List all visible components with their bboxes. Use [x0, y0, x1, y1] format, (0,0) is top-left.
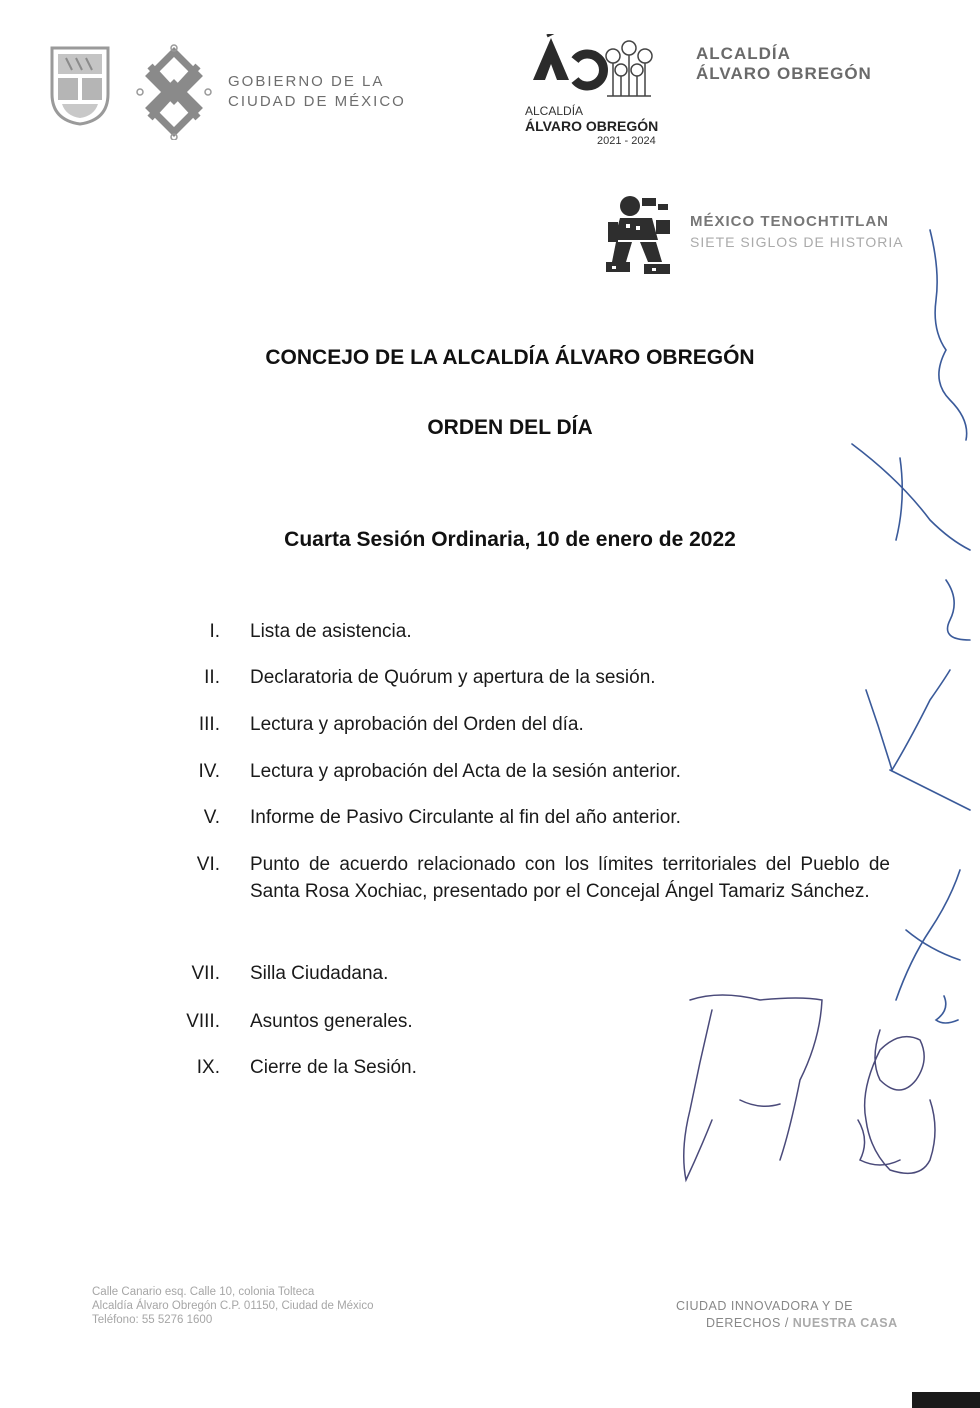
- gov-line-1: GOBIERNO DE LA: [228, 73, 385, 90]
- agenda-number: VI.: [196, 854, 220, 875]
- agenda-text: Punto de acuerdo relacionado con los límites territoriales del Pueblo de Santa Rosa Xochiac, presentado por el Concejal Ángel Tamariz Sánchez.: [250, 854, 890, 902]
- ao-caption-line-1: ALCALDÍA: [525, 104, 584, 118]
- agenda-text: Cierre de la Sesión.: [250, 1057, 417, 1078]
- address-line-1: Calle Canario esq. Calle 10, colonia Tolteca: [92, 1286, 315, 1298]
- agenda-text: Lectura y aprobación del Acta de la sesión anterior.: [250, 761, 681, 782]
- session-heading: Cuarta Sesión Ordinaria, 10 de enero de 2022: [284, 528, 736, 551]
- alcaldia-name-right: [696, 44, 872, 84]
- scan-corner-mark: [912, 1392, 980, 1408]
- gov-line-2: CIUDAD DE MÉXICO: [228, 93, 406, 110]
- agenda-number: VIII.: [186, 1011, 220, 1032]
- cdmx-shield-icon: [48, 44, 112, 126]
- gobierno-cdmx-text: [228, 72, 406, 112]
- cdmx-knot-icon: [136, 44, 212, 140]
- agenda-number: I.: [209, 621, 220, 642]
- tenochtitlan-text: [690, 212, 904, 252]
- tenoch-line-1: MÉXICO TENOCHTITLAN: [690, 213, 889, 230]
- tenoch-line-2: SIETE SIGLOS DE HISTORIA: [690, 234, 904, 250]
- alcaldia-flowers-logo-icon: [525, 34, 665, 114]
- agenda-number: V.: [203, 807, 220, 828]
- slogan-line-2: [676, 1315, 898, 1332]
- agenda-text: Informe de Pasivo Circulante al fin del año anterior.: [250, 807, 681, 828]
- footer-slogan: [676, 1298, 898, 1332]
- address-line-3: Teléfono: 55 5276 1600: [92, 1314, 213, 1326]
- agenda-number: IX.: [196, 1057, 220, 1078]
- agenda-number: III.: [198, 714, 220, 735]
- agenda-number: IV.: [198, 761, 220, 782]
- slogan-line-1: CIUDAD INNOVADORA Y DE: [676, 1299, 854, 1313]
- slogan-line-2b: NUESTRA CASA: [792, 1316, 898, 1330]
- document-title: CONCEJO DE LA ALCALDÍA ÁLVARO OBREGÓN: [265, 346, 755, 369]
- agenda-text: Declaratoria de Quórum y apertura de la sesión.: [250, 667, 656, 688]
- agenda-text: Asuntos generales.: [250, 1011, 413, 1032]
- ao-right-line-1: ALCALDÍA: [696, 44, 791, 63]
- document-subtitle: ORDEN DEL DÍA: [427, 416, 593, 439]
- agenda-number: II.: [204, 667, 220, 688]
- ao-right-line-2: ÁLVARO OBREGÓN: [696, 64, 872, 83]
- letterhead: [0, 0, 980, 300]
- alcaldia-caption: [525, 104, 658, 149]
- slogan-line-2a: DERECHOS /: [706, 1316, 793, 1330]
- ao-caption-line-2: ÁLVARO OBREGÓN: [525, 118, 659, 134]
- footer-address: [92, 1285, 374, 1327]
- address-line-2: Alcaldía Álvaro Obregón C.P. 01150, Ciudad de México: [92, 1300, 374, 1312]
- agenda-text: Lectura y aprobación del Orden del día.: [250, 714, 584, 735]
- agenda-text: Silla Ciudadana.: [250, 963, 389, 984]
- agenda-number: VII.: [191, 963, 220, 984]
- tenochtitlan-glyph-icon: [602, 192, 680, 278]
- ao-caption-years: 2021 - 2024: [597, 135, 656, 147]
- agenda-text: Lista de asistencia.: [250, 621, 412, 642]
